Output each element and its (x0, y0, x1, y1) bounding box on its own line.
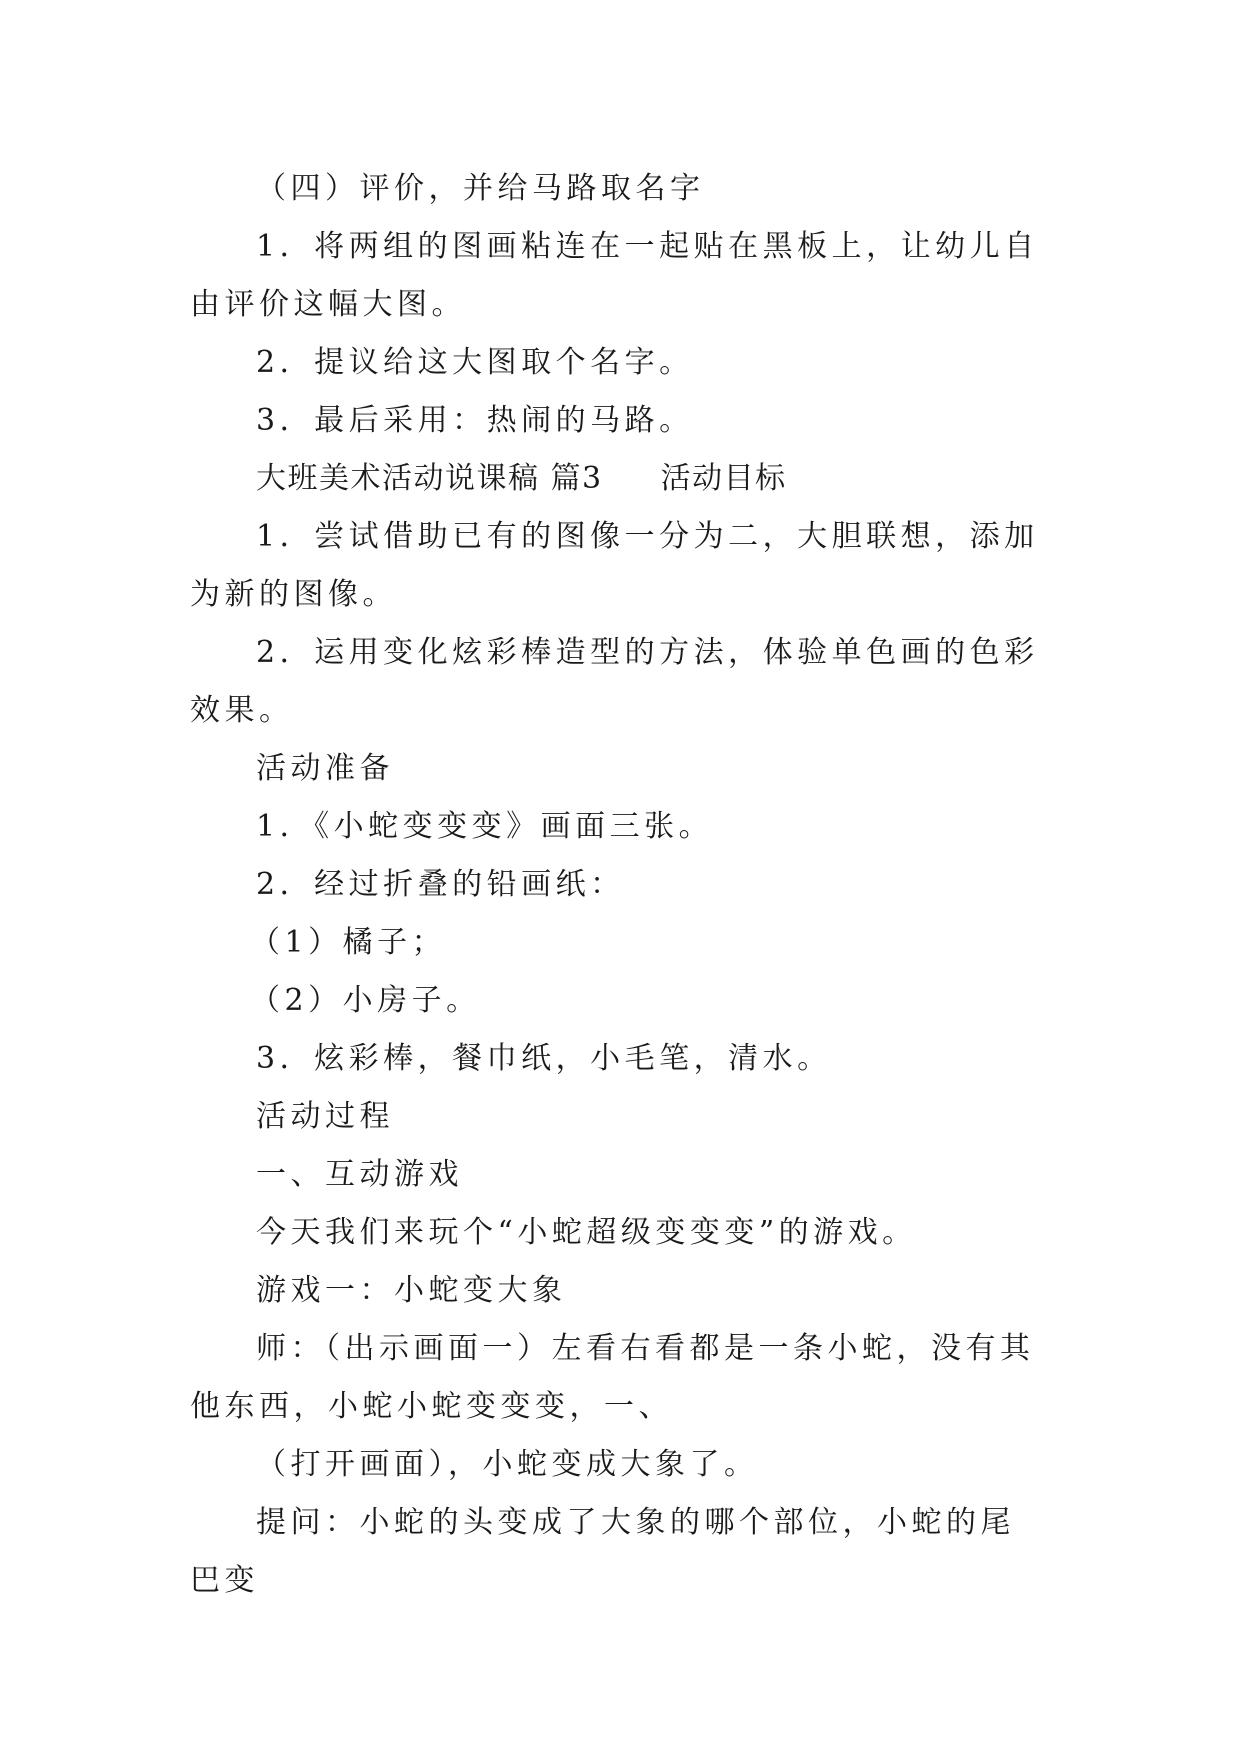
paragraph-step-2: 2．提议给这大图取个名字。 (256, 345, 694, 380)
paragraph-step-1: 1．将两组的图画粘连在一起贴在黑板上，让幼儿自由评价这幅大图。 (190, 229, 1039, 322)
question-line: 提问：小蛇的头变成了大象的哪个部位，小蛇的尾巴变 (190, 1505, 1015, 1598)
teacher-line: 师：（出示画面一）左看右看都是一条小蛇，没有其他东西，小蛇小蛇变变变，一、 (190, 1331, 1035, 1424)
prep-title: 活动准备 (256, 751, 394, 786)
process-step-1: 一、互动游戏 (256, 1157, 463, 1192)
open-picture-line: （打开画面），小蛇变成大象了。 (256, 1447, 759, 1482)
paragraph-evaluation-heading: （四）评价，并给马路取名字 (256, 171, 705, 206)
goal-1: 1．尝试借助已有的图像一分为二，大胆联想，添加为新的图像。 (190, 519, 1039, 612)
prep-item-3: 3．炫彩棒，餐巾纸，小毛笔，清水。 (256, 1041, 832, 1076)
prep-item-2-sub-1: （1）橘子； (250, 925, 447, 960)
game-one-title: 游戏一：小蛇变大象 (256, 1273, 567, 1308)
process-intro: 今天我们来玩个“小蛇超级变变变”的游戏。 (256, 1215, 917, 1250)
section-title: 大班美术活动说课稿 篇3 (256, 461, 603, 496)
prep-item-2-sub-2: （2）小房子。 (250, 983, 481, 1018)
section-subtitle: 活动目标 (660, 461, 787, 496)
goal-2: 2．运用变化炫彩棒造型的方法，体验单色画的色彩效果。 (190, 635, 1039, 728)
prep-item-2: 2．经过折叠的铅画纸： (256, 867, 625, 902)
section-heading (190, 450, 1048, 508)
document-body (190, 160, 1048, 1610)
paragraph-step-3: 3．最后采用：热闹的马路。 (256, 403, 694, 438)
process-title: 活动过程 (256, 1099, 394, 1134)
prep-item-1: 1．《小蛇变变变》画面三张。 (256, 809, 714, 844)
